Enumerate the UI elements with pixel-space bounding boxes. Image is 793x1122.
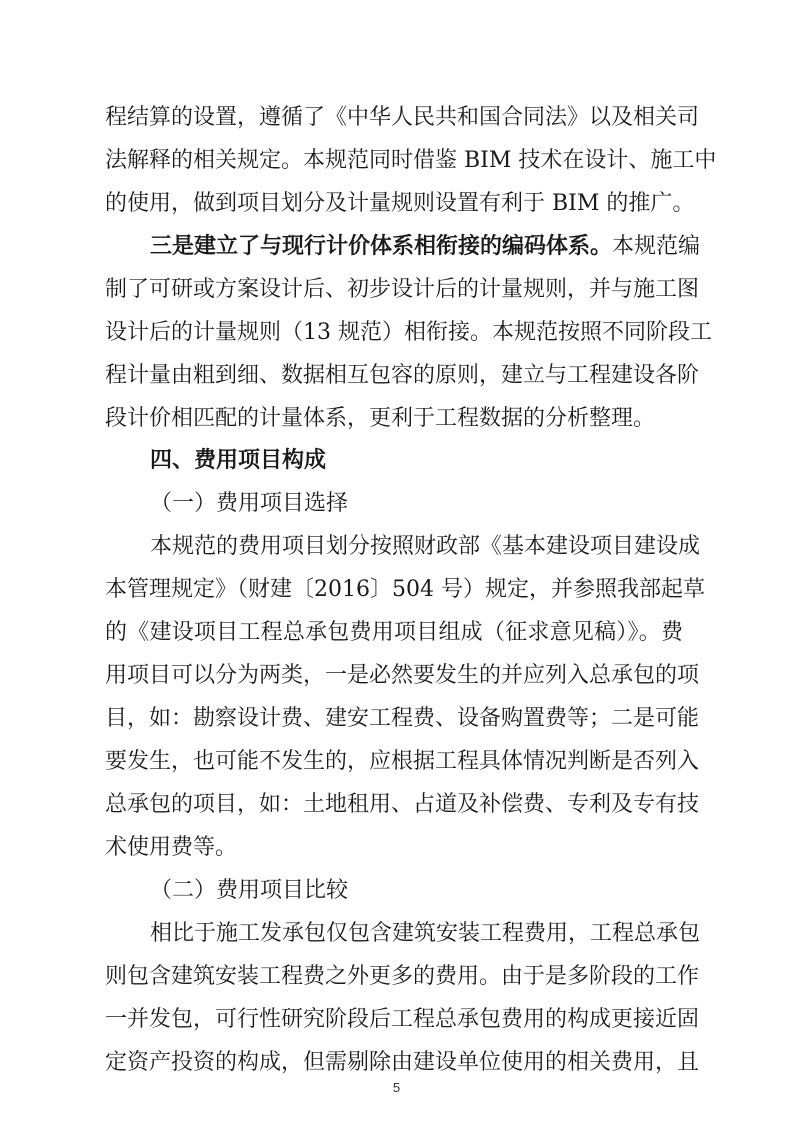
paragraph-3-line-6: 要发生，也可能不发生的，应根据工程具体情况判断是否列入	[105, 749, 700, 774]
paragraph-2-line-1	[150, 227, 701, 267]
subheading-2: （二）费用项目比较	[150, 878, 349, 903]
paragraph-4-line-4: 定资产投资的构成，但需剔除由建设单位使用的相关费用，且	[105, 1050, 700, 1075]
paragraph-4-line-1: 相比于施工发承包仅包含建筑安装工程费用，工程总承包	[150, 921, 701, 946]
page-number: 5	[392, 1080, 401, 1095]
paragraph-2-line-4: 程计量由粗到细、数据相互包容的原则，建立与工程建设各阶	[105, 363, 700, 388]
paragraph-3-line-1: 本规范的费用项目划分按照财政部《基本建设项目建设成	[150, 534, 701, 559]
paragraph-3-line-4: 用项目可以分为两类，一是必然要发生的并应列入总承包的项	[105, 663, 700, 688]
paragraph-2-lead-rest: 本规范编	[612, 234, 701, 259]
paragraph-1-line-3: 的使用，做到项目划分及计量规则设置有利于 BIM 的推广。	[105, 191, 695, 216]
paragraph-4-line-2: 则包含建筑安装工程费之外更多的费用。由于是多阶段的工作	[105, 964, 700, 989]
paragraph-4-line-3: 一并发包，可行性研究阶段后工程总承包费用的构成更接近固	[105, 1007, 700, 1032]
paragraph-1-line-1: 程结算的设置，遵循了《中华人民共和国合同法》以及相关司	[105, 105, 700, 130]
paragraph-3-line-5: 目，如：勘察设计费、建安工程费、设备购置费等；二是可能	[105, 706, 700, 731]
paragraph-1-line-2: 法解释的相关规定。本规范同时借鉴 BIM 技术在设计、施工中	[105, 148, 717, 173]
paragraph-2-line-2: 制了可研或方案设计后、初步设计后的计量规则，并与施工图	[105, 277, 700, 302]
paragraph-2-line-3: 设计后的计量规则（13 规范）相衔接。本规范按照不同阶段工	[105, 320, 712, 345]
section-heading: 四、费用项目构成	[150, 448, 327, 473]
paragraph-2-lead-bold: 三是建立了与现行计价体系相衔接的编码体系。	[150, 234, 613, 259]
paragraph-3-line-8: 术使用费等。	[105, 835, 238, 860]
paragraph-2-line-5: 段计价相匹配的计量体系，更利于工程数据的分析整理。	[105, 406, 656, 431]
subheading-1: （一）费用项目选择	[150, 491, 349, 516]
paragraph-3-line-7: 总承包的项目，如：土地租用、占道及补偿费、专利及专有技	[105, 792, 700, 817]
paragraph-3-line-3: 的《建设项目工程总承包费用项目组成（征求意见稿）》。费	[105, 620, 683, 645]
paragraph-3-line-2: 本管理规定》（财建〔2016〕504 号）规定，并参照我部起草	[105, 577, 705, 602]
